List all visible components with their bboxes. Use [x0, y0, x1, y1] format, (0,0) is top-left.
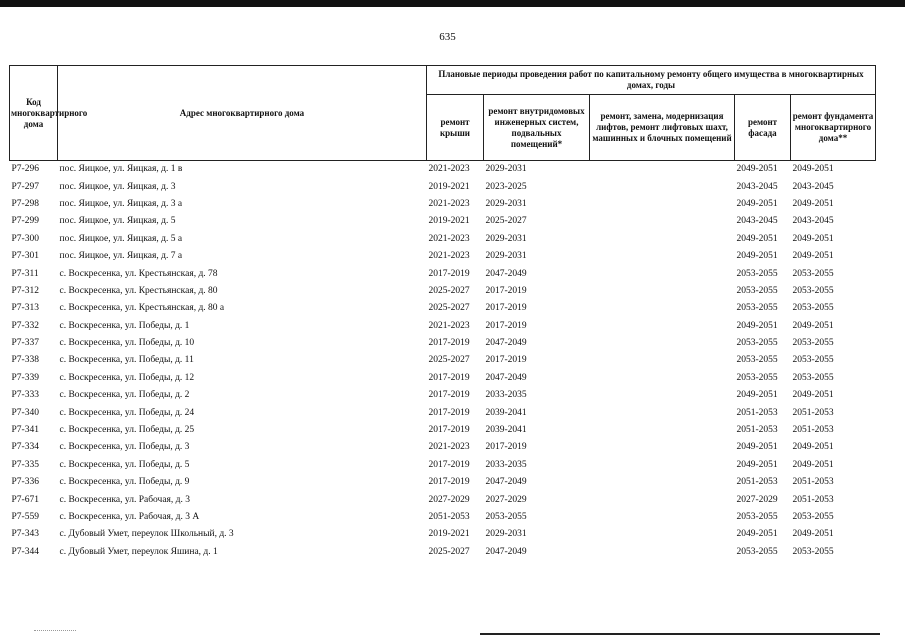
cell-systems: 2017-2019: [485, 442, 527, 453]
cell-facade: 2051-2053: [736, 477, 778, 488]
cell-facade: 2049-2051: [736, 164, 778, 175]
cell-facade: 2053-2055: [736, 355, 778, 366]
cell-foundation: 2049-2051: [792, 164, 834, 175]
cell-code: Р7-298: [11, 198, 39, 209]
cell-code: Р7-559: [11, 512, 39, 522]
cell-elevators: [590, 335, 735, 352]
scan-artifact: [34, 630, 76, 633]
cell-roof: 2017-2019: [428, 268, 470, 279]
cell-roof: 2017-2019: [428, 390, 470, 401]
cell-code: Р7-301: [11, 251, 39, 262]
table-row: [10, 161, 876, 179]
cell-code: Р7-299: [11, 216, 39, 227]
cell-address: с. Воскресенка, ул. Рабочая, д. 3 А: [59, 512, 200, 522]
cell-roof: 2021-2023: [428, 164, 470, 175]
cell-address: с. Воскресенка, ул. Крестьянская, д. 80 а: [59, 303, 225, 314]
cell-address: пос. Яицкое, ул. Яицкая, д. 1 в: [59, 164, 183, 175]
cell-systems: 2033-2035: [485, 459, 527, 470]
cell-foundation: 2053-2055: [792, 546, 834, 557]
cell-facade: 2043-2045: [736, 216, 778, 227]
cell-facade: 2049-2051: [736, 529, 778, 540]
table-row: [10, 422, 876, 439]
table-row: [10, 544, 876, 561]
cell-address: с. Воскресенка, ул. Победы, д. 1: [59, 320, 190, 331]
cell-facade: 2049-2051: [736, 459, 778, 470]
cell-code: Р7-300: [11, 233, 39, 244]
cell-code: Р7-344: [11, 546, 39, 557]
cell-address: с. Воскресенка, ул. Рабочая, д. 3: [59, 494, 191, 505]
cell-foundation: 2049-2051: [792, 198, 834, 209]
cell-code: Р7-332: [11, 320, 39, 331]
cell-foundation: 2053-2055: [792, 303, 834, 314]
cell-systems: 2029-2031: [485, 529, 527, 540]
cell-code: Р7-336: [11, 477, 39, 488]
table-row: [10, 457, 876, 474]
cell-facade: 2053-2055: [736, 372, 778, 383]
cell-foundation: 2051-2053: [792, 425, 834, 436]
page-top-border: [0, 0, 905, 7]
cell-address: с. Воскресенка, ул. Победы, д. 11: [59, 355, 194, 366]
cell-roof: 2019-2021: [428, 529, 470, 540]
cell-elevators: [590, 178, 735, 195]
cell-roof: 2021-2023: [428, 320, 470, 331]
cell-elevators: [590, 439, 735, 456]
table-row: [10, 387, 876, 404]
table-row: [10, 509, 876, 526]
cell-elevators: [590, 370, 735, 387]
cell-systems: 2017-2019: [485, 303, 527, 314]
cell-roof: 2017-2019: [428, 425, 470, 436]
table-body: [10, 161, 876, 561]
cell-systems: 2047-2049: [485, 477, 527, 488]
header-elevators: ремонт, замена, модернизация лифтов, ремонт лифтовых шахт, машинных и блочных помещений: [590, 95, 735, 161]
cell-elevators: [590, 474, 735, 491]
cell-code: Р7-339: [11, 372, 39, 383]
cell-facade: 2049-2051: [736, 233, 778, 244]
cell-code: Р7-671: [11, 494, 39, 505]
cell-code: Р7-337: [11, 338, 39, 349]
cell-foundation: 2053-2055: [792, 512, 834, 522]
cell-roof: 2027-2029: [428, 494, 470, 505]
cell-elevators: [590, 213, 735, 230]
cell-code: Р7-334: [11, 442, 39, 453]
cell-code: Р7-340: [11, 407, 39, 418]
cell-elevators: [590, 265, 735, 282]
cell-address: с. Воскресенка, ул. Победы, д. 3: [59, 442, 190, 453]
cell-elevators: [590, 318, 735, 335]
cell-roof: 2021-2023: [428, 198, 470, 209]
cell-address: пос. Яицкое, ул. Яицкая, д. 5: [59, 216, 176, 227]
cell-elevators: [590, 387, 735, 404]
page-number: 635: [439, 31, 456, 43]
cell-code: Р7-341: [11, 425, 39, 436]
cell-code: Р7-296: [11, 164, 39, 175]
cell-systems: 2039-2041: [485, 425, 527, 436]
table-row: [10, 265, 876, 282]
cell-address: пос. Яицкое, ул. Яицкая, д. 3 а: [59, 198, 183, 209]
cell-facade: 2053-2055: [736, 512, 778, 522]
cell-roof: 2017-2019: [428, 372, 470, 383]
table-row: [10, 318, 876, 335]
cell-systems: 2017-2019: [485, 320, 527, 331]
header-address: Адрес многоквартирного дома: [58, 66, 427, 161]
cell-foundation: 2049-2051: [792, 529, 834, 540]
cell-roof: 2017-2019: [428, 407, 470, 418]
cell-systems: 2025-2027: [485, 216, 527, 227]
header-code: Код многоквартирного дома: [10, 66, 58, 161]
cell-foundation: 2049-2051: [792, 459, 834, 470]
cell-elevators: [590, 422, 735, 439]
cell-address: пос. Яицкое, ул. Яицкая, д. 5 а: [59, 233, 183, 244]
cell-roof: 2051-2053: [428, 512, 470, 522]
table-row: [10, 352, 876, 369]
cell-foundation: 2049-2051: [792, 442, 834, 453]
cell-elevators: [590, 491, 735, 508]
cell-facade: 2049-2051: [736, 251, 778, 262]
cell-elevators: [590, 248, 735, 265]
cell-foundation: 2049-2051: [792, 251, 834, 262]
table-row: [10, 248, 876, 265]
table-row: [10, 196, 876, 213]
cell-elevators: [590, 509, 735, 526]
cell-elevators: [590, 352, 735, 369]
cell-systems: 2029-2031: [485, 164, 527, 175]
cell-roof: 2021-2023: [428, 251, 470, 262]
cell-foundation: 2053-2055: [792, 372, 834, 383]
table-row: [10, 439, 876, 456]
cell-address: с. Воскресенка, ул. Победы, д. 12: [59, 372, 195, 383]
cell-elevators: [590, 526, 735, 543]
cell-foundation: 2053-2055: [792, 338, 834, 349]
table-row: [10, 370, 876, 387]
header-foundation: ремонт фундамента многоквартирного дома**: [791, 95, 876, 161]
cell-roof: 2017-2019: [428, 338, 470, 349]
cell-foundation: 2053-2055: [792, 355, 834, 366]
cell-foundation: 2049-2051: [792, 320, 834, 331]
cell-facade: 2049-2051: [736, 198, 778, 209]
cell-systems: 2029-2031: [485, 233, 527, 244]
cell-roof: 2025-2027: [428, 546, 470, 557]
cell-address: с. Воскресенка, ул. Победы, д. 5: [59, 459, 190, 470]
cell-roof: 2021-2023: [428, 442, 470, 453]
cell-systems: 2047-2049: [485, 372, 527, 383]
table-row: [10, 404, 876, 421]
cell-code: Р7-313: [11, 303, 39, 314]
cell-systems: 2033-2035: [485, 390, 527, 401]
cell-elevators: [590, 231, 735, 248]
cell-address: с. Воскресенка, ул. Победы, д. 25: [59, 425, 195, 436]
table-row: [10, 526, 876, 543]
cell-elevators: [590, 544, 735, 561]
cell-facade: 2051-2053: [736, 425, 778, 436]
cell-foundation: 2051-2053: [792, 407, 834, 418]
cell-address: с. Воскресенка, ул. Победы, д. 24: [59, 407, 195, 418]
cell-address: пос. Яицкое, ул. Яицкая, д. 3: [59, 181, 176, 192]
cell-elevators: [590, 283, 735, 300]
cell-code: Р7-338: [11, 355, 39, 366]
cell-facade: 2051-2053: [736, 407, 778, 418]
cell-systems: 2017-2019: [485, 285, 527, 296]
cell-foundation: 2053-2055: [792, 285, 834, 296]
cell-code: Р7-343: [11, 529, 39, 540]
cell-code: Р7-333: [11, 390, 39, 401]
cell-elevators: [590, 161, 735, 179]
cell-address: с. Воскресенка, ул. Крестьянская, д. 80: [59, 285, 218, 296]
cell-systems: 2047-2049: [485, 546, 527, 557]
cell-facade: 2027-2029: [736, 494, 778, 505]
cell-address: с. Воскресенка, ул. Победы, д. 9: [59, 477, 190, 488]
cell-address: с. Дубовый Умет, переулок Яшина, д. 1: [59, 546, 218, 557]
cell-foundation: 2053-2055: [792, 268, 834, 279]
header-periods: Плановые периоды проведения работ по капитальному ремонту общего имущества в многоквартирных домах, годы: [427, 66, 876, 95]
cell-foundation: 2043-2045: [792, 181, 834, 192]
cell-facade: 2053-2055: [736, 546, 778, 557]
table-row: [10, 335, 876, 352]
cell-elevators: [590, 404, 735, 421]
cell-facade: 2049-2051: [736, 320, 778, 331]
cell-elevators: [590, 196, 735, 213]
page-bottom-line: [480, 633, 880, 635]
cell-systems: 2027-2029: [485, 494, 527, 505]
cell-roof: 2017-2019: [428, 477, 470, 488]
cell-systems: 2053-2055: [485, 512, 527, 522]
cell-foundation: 2051-2053: [792, 477, 834, 488]
cell-facade: 2053-2055: [736, 285, 778, 296]
table-row: [10, 178, 876, 195]
cell-facade: 2053-2055: [736, 338, 778, 349]
cell-systems: 2047-2049: [485, 268, 527, 279]
cell-address: с. Дубовый Умет, переулок Школьный, д. 3: [59, 529, 234, 540]
cell-roof: 2025-2027: [428, 303, 470, 314]
cell-roof: 2017-2019: [428, 459, 470, 470]
table-row: [10, 231, 876, 248]
cell-facade: 2049-2051: [736, 442, 778, 453]
cell-foundation: 2051-2053: [792, 494, 834, 505]
cell-code: Р7-312: [11, 285, 39, 296]
cell-roof: 2021-2023: [428, 233, 470, 244]
table-row: [10, 213, 876, 230]
cell-facade: 2043-2045: [736, 181, 778, 192]
cell-roof: 2019-2021: [428, 216, 470, 227]
cell-foundation: 2049-2051: [792, 233, 834, 244]
table-row: [10, 283, 876, 300]
cell-facade: 2049-2051: [736, 390, 778, 401]
cell-systems: 2029-2031: [485, 251, 527, 262]
cell-foundation: 2049-2051: [792, 390, 834, 401]
cell-code: Р7-297: [11, 181, 39, 192]
table-row: [10, 300, 876, 317]
cell-roof: 2025-2027: [428, 285, 470, 296]
table-row: [10, 474, 876, 491]
cell-systems: 2029-2031: [485, 198, 527, 209]
cell-facade: 2053-2055: [736, 303, 778, 314]
cell-elevators: [590, 300, 735, 317]
cell-roof: 2019-2021: [428, 181, 470, 192]
header-systems: ремонт внутридомовых инженерных систем, подвальных помещений*: [484, 95, 590, 161]
cell-code: Р7-311: [11, 268, 39, 279]
cell-address: с. Воскресенка, ул. Победы, д. 2: [59, 390, 190, 401]
capital-repair-table: [9, 65, 876, 561]
cell-systems: 2023-2025: [485, 181, 527, 192]
cell-address: пос. Яицкое, ул. Яицкая, д. 7 а: [59, 251, 183, 262]
header-roof: ремонт крыши: [427, 95, 484, 161]
cell-systems: 2039-2041: [485, 407, 527, 418]
header-facade: ремонт фасада: [735, 95, 791, 161]
cell-roof: 2025-2027: [428, 355, 470, 366]
table-row: [10, 491, 876, 508]
cell-systems: 2047-2049: [485, 338, 527, 349]
cell-elevators: [590, 457, 735, 474]
cell-facade: 2053-2055: [736, 268, 778, 279]
cell-code: Р7-335: [11, 459, 39, 470]
cell-foundation: 2043-2045: [792, 216, 834, 227]
cell-systems: 2017-2019: [485, 355, 527, 366]
cell-address: с. Воскресенка, ул. Победы, д. 10: [59, 338, 195, 349]
cell-address: с. Воскресенка, ул. Крестьянская, д. 78: [59, 268, 218, 279]
